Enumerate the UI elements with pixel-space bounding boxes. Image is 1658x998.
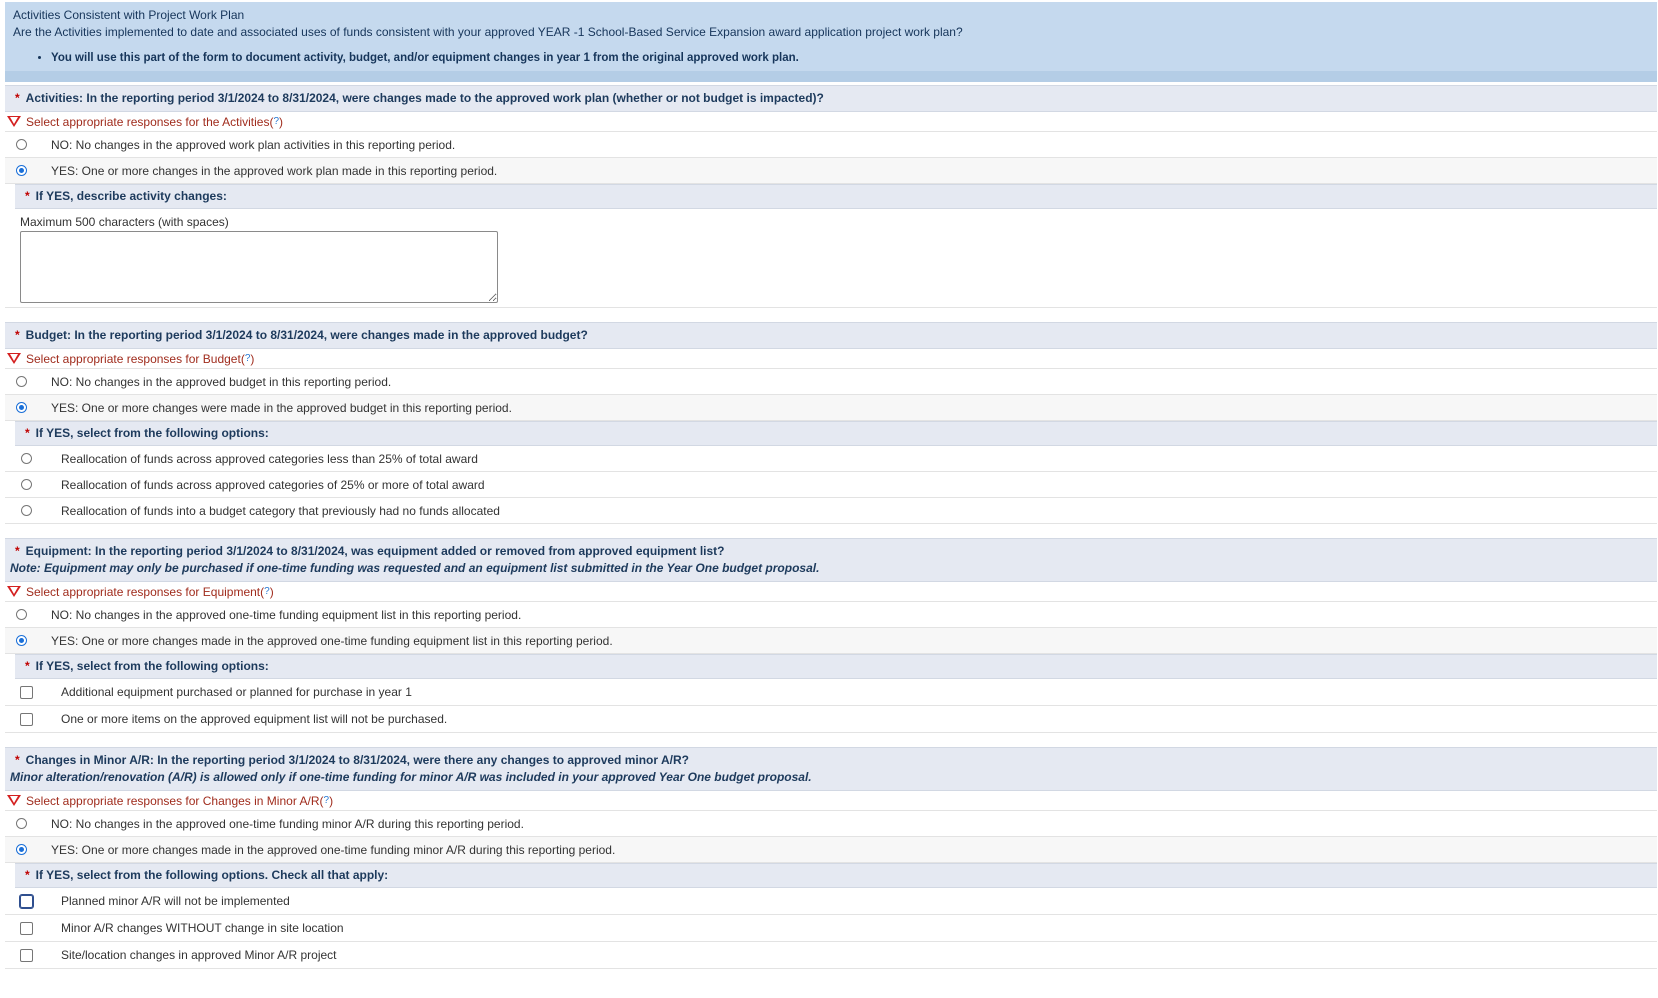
equipment-radio-yes[interactable] — [16, 635, 27, 646]
option-label: YES: One or more changes in the approved work plan made in this reporting period. — [51, 163, 498, 178]
paren-close: ) — [329, 793, 334, 808]
activities-select-label — [5, 112, 1657, 132]
section-header — [5, 2, 1657, 82]
paren-open: ( — [319, 793, 324, 808]
equipment-question — [5, 538, 1657, 582]
activities-question — [5, 85, 1657, 112]
budget-followup — [15, 421, 1657, 446]
budget-radio-yes[interactable] — [16, 402, 27, 413]
activities-option-no[interactable] — [5, 132, 1657, 158]
help-icon[interactable]: ? — [273, 115, 280, 127]
budget-option-no[interactable] — [5, 369, 1657, 395]
option-label: YES: One or more changes made in the approved one-time funding minor A/R during this reporting period. — [51, 842, 616, 857]
minor-ar-option-no[interactable] — [5, 811, 1657, 837]
paren-open: ( — [260, 584, 265, 599]
option-label: NO: No changes in the approved one-time funding minor A/R during this reporting period. — [51, 816, 524, 831]
paren-open: ( — [240, 351, 245, 366]
budget-radio-no[interactable] — [16, 376, 27, 387]
minor-ar-question — [5, 747, 1657, 791]
suboption-label: Reallocation of funds into a budget category that previously had no funds allocated — [61, 503, 500, 518]
warning-triangle-icon — [7, 353, 21, 364]
max-chars-label: Maximum 500 characters (with spaces) — [20, 215, 229, 229]
budget-suboption-radio[interactable] — [21, 479, 32, 490]
minor-ar-note: Minor alteration/renovation (A/R) is allowed only if one-time funding for minor A/R was included in your approved Year One budget proposal. — [10, 770, 812, 784]
required-star: * — [25, 659, 30, 673]
equipment-suboption[interactable] — [5, 679, 1657, 706]
minor-ar-suboption[interactable] — [5, 888, 1657, 915]
minor-ar-option-yes[interactable] — [5, 837, 1657, 863]
minor-ar-select-text: Select appropriate responses for Changes in Minor A/R — [26, 793, 320, 808]
followup-text: If YES, select from the following options: — [35, 426, 269, 440]
option-label: NO: No changes in the approved budget in this reporting period. — [51, 374, 392, 389]
minor-ar-followup — [15, 863, 1657, 888]
warning-triangle-icon — [7, 795, 21, 806]
equipment-question-text: Equipment: In the reporting period 3/1/2024 to 8/31/2024, was equipment added or removed from approved equipment list? — [25, 544, 725, 558]
budget-select-label — [5, 349, 1657, 369]
minor-ar-checkbox[interactable] — [20, 949, 33, 962]
minor-ar-select-label — [5, 791, 1657, 811]
activities-radio-yes[interactable] — [16, 165, 27, 176]
suboption-label: Reallocation of funds across approved categories less than 25% of total award — [61, 451, 478, 466]
equipment-select-text: Select appropriate responses for Equipment — [26, 584, 261, 599]
budget-suboption[interactable] — [5, 446, 1657, 472]
equipment-followup — [15, 654, 1657, 679]
activities-description-textarea[interactable] — [20, 231, 498, 303]
option-label: YES: One or more changes made in the approved one-time funding equipment list in this reporting period. — [51, 633, 613, 648]
activities-followup — [15, 184, 1657, 209]
equipment-checkbox[interactable] — [20, 713, 33, 726]
budget-suboption[interactable] — [5, 498, 1657, 524]
form-container — [5, 2, 1657, 969]
activities-description-block — [5, 209, 1657, 308]
minor-ar-suboption[interactable] — [5, 915, 1657, 942]
activities-radio-no[interactable] — [16, 139, 27, 150]
paren-open: ( — [269, 114, 274, 129]
section-title: Activities Consistent with Project Work Plan — [13, 8, 245, 22]
suboption-label: Planned minor A/R will not be implemented — [61, 894, 290, 908]
equipment-note: Note: Equipment may only be purchased if one-time funding was requested and an equipment list submitted in the Year One budget proposal. — [10, 561, 820, 575]
equipment-suboption[interactable] — [5, 706, 1657, 733]
suboption-label: Minor A/R changes WITHOUT change in site location — [61, 921, 344, 935]
minor-ar-checkbox[interactable] — [20, 922, 33, 935]
required-star: * — [15, 91, 20, 105]
option-label: YES: One or more changes were made in the approved budget in this reporting period. — [51, 400, 512, 415]
required-star: * — [15, 328, 20, 342]
followup-text: If YES, select from the following options: — [35, 659, 269, 673]
minor-ar-suboption[interactable] — [5, 942, 1657, 969]
minor-ar-radio-yes[interactable] — [16, 844, 27, 855]
activities-question-text: Activities: In the reporting period 3/1/2024 to 8/31/2024, were changes made to the approved work plan (whether or not budget is impacted)? — [25, 91, 824, 105]
paren-close: ) — [269, 584, 274, 599]
budget-suboption[interactable] — [5, 472, 1657, 498]
paren-close: ) — [250, 351, 255, 366]
equipment-option-no[interactable] — [5, 602, 1657, 628]
required-star: * — [15, 544, 20, 558]
budget-question-text: Budget: In the reporting period 3/1/2024 to 8/31/2024, were changes made in the approved budget? — [25, 328, 588, 342]
option-label: NO: No changes in the approved work plan activities in this reporting period. — [51, 137, 456, 152]
option-label: NO: No changes in the approved one-time funding equipment list in this reporting period. — [51, 607, 522, 622]
suboption-label: Site/location changes in approved Minor A/R project — [61, 948, 337, 962]
instruction-item: • You will use this part of the form to document activity, budget, and/or equipment changes in year 1 from the original approved work plan. — [51, 49, 1649, 67]
required-star: * — [25, 189, 30, 203]
equipment-radio-no[interactable] — [16, 609, 27, 620]
help-icon[interactable]: ? — [264, 585, 270, 597]
required-star: * — [25, 426, 30, 440]
followup-text: If YES, select from the following options. Check all that apply: — [35, 868, 389, 882]
required-star: * — [15, 753, 20, 767]
required-star: * — [25, 868, 30, 882]
activities-select-text: Select appropriate responses for the Activities — [26, 114, 270, 129]
equipment-checkbox[interactable] — [20, 686, 33, 699]
budget-option-yes[interactable] — [5, 395, 1657, 421]
budget-select-text: Select appropriate responses for Budget — [26, 351, 241, 366]
followup-text: If YES, describe activity changes: — [35, 189, 227, 203]
paren-close: ) — [279, 114, 284, 129]
suboption-label: Reallocation of funds across approved categories of 25% or more of total award — [61, 477, 485, 492]
suboption-label: One or more items on the approved equipment list will not be purchased. — [61, 712, 448, 726]
budget-question — [5, 322, 1657, 349]
budget-suboption-radio[interactable] — [21, 505, 32, 516]
section-question: Are the Activities implemented to date and associated uses of funds consistent with your approved YEAR -1 School-Based Service Expansion award application project work plan? — [13, 25, 963, 39]
equipment-select-label — [5, 582, 1657, 602]
equipment-option-yes[interactable] — [5, 628, 1657, 654]
warning-triangle-icon — [7, 586, 21, 597]
activities-option-yes[interactable] — [5, 158, 1657, 184]
warning-triangle-icon — [7, 116, 21, 127]
minor-ar-checkbox[interactable] — [20, 895, 33, 908]
instruction-list — [13, 49, 1649, 67]
minor-ar-radio-no[interactable] — [16, 818, 27, 829]
suboption-label: Additional equipment purchased or planned for purchase in year 1 — [61, 685, 412, 699]
minor-ar-question-text: Changes in Minor A/R: In the reporting period 3/1/2024 to 8/31/2024, were there any changes to approved minor A/R? — [25, 753, 689, 767]
help-icon[interactable]: ? — [323, 794, 330, 806]
help-icon[interactable]: ? — [244, 352, 251, 364]
budget-suboption-radio[interactable] — [21, 453, 32, 464]
